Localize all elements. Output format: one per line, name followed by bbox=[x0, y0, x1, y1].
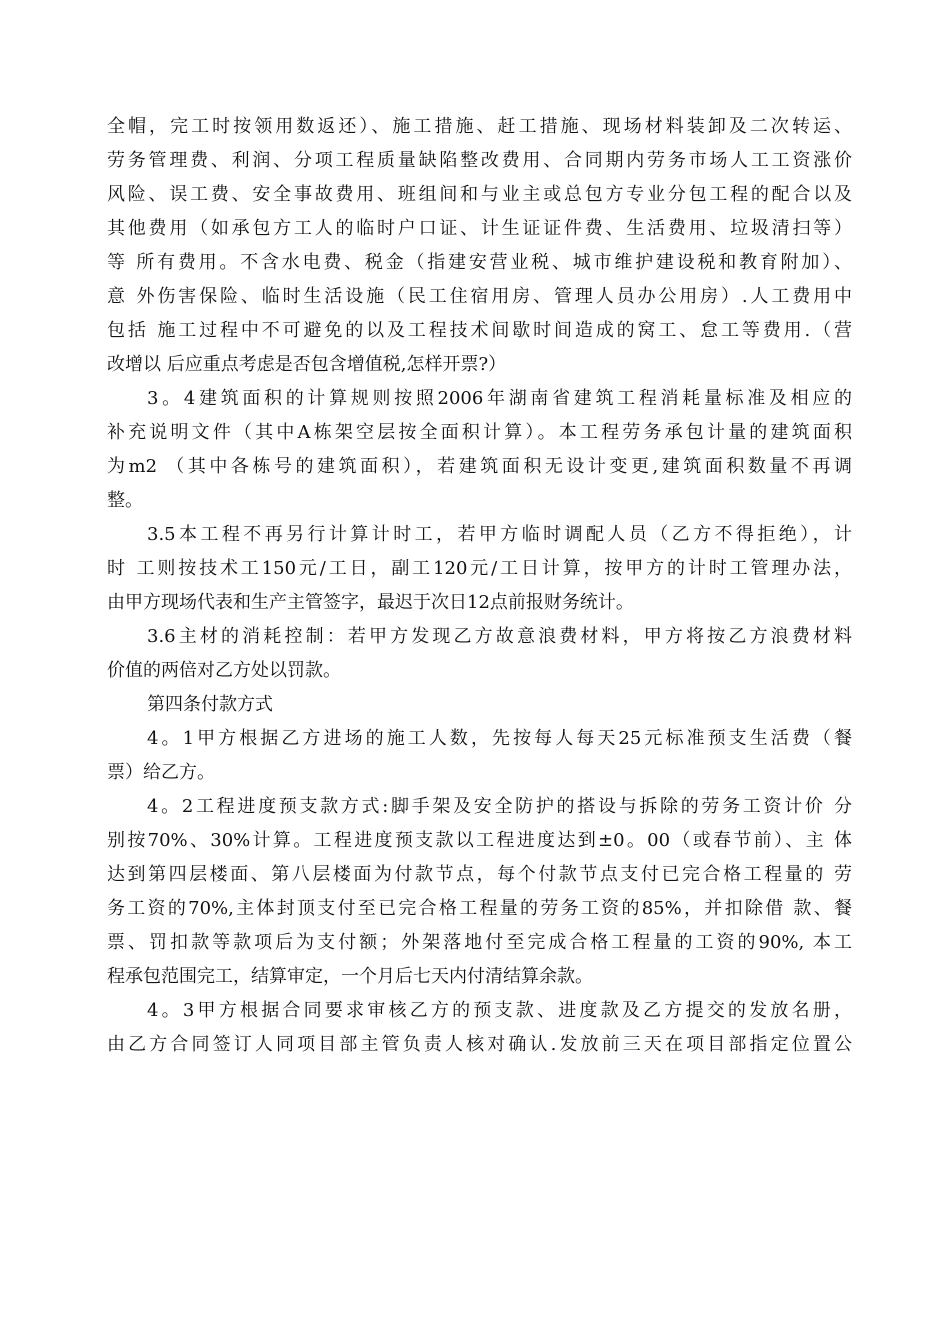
text-line: 为m2 （其中各栋号的建筑面积），若建筑面积无设计变更,建筑面积数量不再调 bbox=[107, 456, 852, 477]
text-line: 由甲方现场代表和生产主管签字，最迟于次日12点前报财务统计。 bbox=[107, 592, 634, 613]
paragraph-first-line: 3。4建筑面积的计算规则按照2006年湖南省建筑工程消耗量标准及相应的 bbox=[147, 388, 852, 409]
text-line: 价值的两倍对乙方处以罚款。 bbox=[107, 660, 341, 681]
text-line: 由乙方合同签订人同项目部主管负责人核对确认.发放前三天在项目部指定位置公 bbox=[107, 1034, 852, 1055]
paragraph-first-line: 4。1甲方根据乙方进场的施工人数，先按每人每天25元标准预支生活费（餐 bbox=[147, 728, 852, 749]
paragraph-first-line: 3.5本工程不再另行计算计时工，若甲方临时调配人员（乙方不得拒绝），计 bbox=[147, 524, 852, 545]
paragraph-first-line: 4。2工程进度预支款方式:脚手架及安全防护的搭设与拆除的劳务工资计价 分 bbox=[147, 796, 852, 817]
text-line: 劳务管理费、利润、分项工程质量缺陷整改费用、合同期内劳务市场人工工资涨价 bbox=[107, 150, 852, 171]
text-line: 别按70%、30%计算。工程进度预支款以工程进度达到±0。00（或春节前）、主 体 bbox=[107, 830, 852, 851]
text-line: 票）给乙方。 bbox=[107, 762, 215, 783]
text-line: 达到第四层楼面、第八层楼面为付款节点，每个付款节点支付已完合格工程量的 劳 bbox=[107, 864, 852, 885]
text-line: 时 工则按技术工150元/工日，副工120元/工日计算，按甲方的计时工管理办法， bbox=[107, 558, 852, 579]
text-line: 包括 施工过程中不可避免的以及工程技术间歇时间造成的窝工、怠工等费用.（营 bbox=[107, 320, 852, 341]
text-line: 补充说明文件（其中A栋架空层按全面积计算）。本工程劳务承包计量的建筑面积 bbox=[107, 422, 852, 443]
text-line: 程承包范围完工，结算审定，一个月后七天内付清结算余款。 bbox=[107, 966, 593, 987]
text-line: 其他费用（如承包方工人的临时户口证、计生证证件费、生活费用、垃圾清扫等） bbox=[107, 218, 852, 239]
text-line: 风险、误工费、安全事故费用、班组间和与业主或总包方专业分包工程的配合以及 bbox=[107, 184, 852, 205]
paragraph-first-line: 3.6主材的消耗控制：若甲方发现乙方故意浪费材料，甲方将按乙方浪费材料 bbox=[147, 626, 852, 647]
text-line: 票、罚扣款等款项后为支付额；外架落地付至完成合格工程量的工资的90%, 本工 bbox=[107, 932, 852, 953]
text-line: 意 外伤害保险、临时生活设施（民工住宿用房、管理人员办公用房）.人工费用中 bbox=[107, 286, 852, 307]
text-line: 整。 bbox=[107, 490, 143, 511]
section-heading: 第四条付款方式 bbox=[147, 694, 273, 715]
document-body bbox=[107, 110, 852, 1062]
text-line: 全帽，完工时按领用数返还）、施工措施、赶工措施、现场材料装卸及二次转运、 bbox=[107, 116, 852, 137]
paragraph-first-line: 4。3甲方根据合同要求审核乙方的预支款、进度款及乙方提交的发放名册， bbox=[147, 1000, 852, 1021]
text-line: 等 所有费用。不含水电费、税金（指建安营业税、城市维护建设税和教育附加）、 bbox=[107, 252, 852, 273]
text-line: 务工资的70%,主体封顶支付至已完合格工程量的劳务工资的85%，并扣除借 款、餐 bbox=[107, 898, 852, 919]
text-line: 改增以 后应重点考虑是否包含增值税,怎样开票?） bbox=[107, 354, 507, 375]
